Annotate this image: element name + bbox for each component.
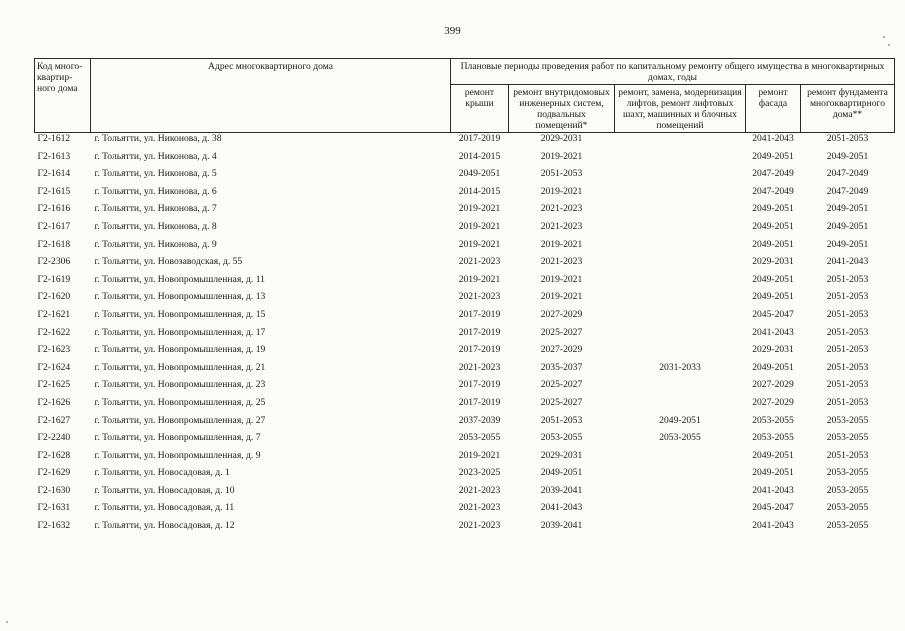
cell-roof: 2019-2021	[458, 220, 501, 232]
cell-systems: 2019-2021	[540, 150, 583, 162]
cell-roof: 2021-2023	[458, 484, 501, 496]
cell-code: Г2-1622	[37, 326, 71, 338]
cell-systems: 2029-2031	[540, 133, 583, 144]
cell-foundation: 2051-2053	[826, 396, 869, 408]
cell-foundation: 2049-2051	[826, 203, 869, 215]
cell-foundation: 2051-2053	[826, 133, 869, 144]
cell-address: г. Тольятти, ул. Новопромышленная, д. 7	[94, 432, 261, 444]
header-address: Адрес многоквартирного дома	[91, 59, 451, 133]
table-row	[35, 256, 895, 274]
cell-facade: 2027-2029	[752, 379, 794, 391]
cell-roof: 2017-2019	[458, 326, 501, 338]
table-row	[35, 274, 895, 292]
table-header	[35, 59, 895, 133]
cell-roof: 2021-2023	[458, 256, 501, 268]
cell-systems: 2041-2043	[540, 502, 583, 514]
table-row	[35, 467, 895, 485]
cell-foundation: 2053-2055	[826, 432, 869, 444]
table-row	[35, 133, 895, 151]
table-row	[35, 450, 895, 468]
cell-roof: 2017-2019	[458, 379, 501, 391]
cell-systems: 2019-2021	[540, 185, 583, 197]
cell-roof: 2019-2021	[458, 238, 501, 250]
cell-lifts	[615, 520, 746, 538]
cell-code: Г2-1621	[37, 308, 71, 320]
cell-roof: 2019-2021	[458, 273, 501, 285]
header-facade: ремонт фасада	[746, 85, 801, 133]
cell-lifts	[615, 133, 746, 151]
table-row	[35, 239, 895, 257]
page-number: 399	[444, 25, 461, 37]
cell-facade: 2049-2051	[752, 273, 794, 285]
cell-code: Г2-1624	[37, 361, 71, 373]
header-foundation: ремонт фундамента многоквартирного дома**	[801, 85, 895, 133]
cell-address: г. Тольятти, ул. Новопромышленная, д. 11	[94, 273, 265, 285]
cell-lifts: 2053-2055	[659, 432, 701, 444]
cell-systems: 2039-2041	[540, 484, 583, 496]
cell-address: г. Тольятти, ул. Никонова, д. 8	[94, 220, 217, 232]
cell-lifts	[615, 397, 746, 415]
cell-foundation: 2049-2051	[826, 150, 869, 162]
cell-systems: 2051-2053	[540, 414, 583, 426]
cell-address: г. Тольятти, ул. Новопромышленная, д. 21	[94, 361, 266, 373]
cell-roof: 2017-2019	[458, 344, 501, 356]
cell-address: г. Тольятти, ул. Никонова, д. 6	[94, 185, 217, 197]
cell-code: Г2-1619	[37, 273, 71, 285]
cell-lifts	[615, 344, 746, 362]
cell-roof: 2021-2023	[458, 520, 501, 532]
cell-roof: 2023-2025	[458, 467, 501, 479]
cell-facade: 2029-2031	[752, 344, 794, 356]
cell-foundation: 2051-2053	[826, 379, 869, 391]
cell-address: г. Тольятти, ул. Новосадовая, д. 11	[94, 502, 235, 514]
cell-code: Г2-1626	[37, 396, 71, 408]
cell-code: Г2-1613	[37, 150, 71, 162]
cell-address: г. Тольятти, ул. Новосадовая, д. 10	[94, 484, 235, 496]
cell-facade: 2027-2029	[752, 396, 794, 408]
cell-code: Г2-1630	[37, 484, 71, 496]
cell-address: г. Тольятти, ул. Новопромышленная, д. 23	[94, 379, 266, 391]
table-row	[35, 485, 895, 503]
cell-code: Г2-2306	[37, 256, 71, 268]
cell-code: Г2-1627	[37, 414, 71, 426]
cell-roof: 2021-2023	[458, 291, 501, 303]
cell-address: г. Тольятти, ул. Новосадовая, д. 1	[94, 467, 230, 479]
cell-foundation: 2053-2055	[826, 484, 869, 496]
cell-foundation: 2051-2053	[826, 308, 869, 320]
cell-systems: 2029-2031	[540, 449, 583, 461]
cell-systems: 2035-2037	[540, 361, 583, 373]
cell-lifts	[615, 450, 746, 468]
cell-foundation: 2053-2055	[826, 520, 869, 532]
cell-foundation: 2053-2055	[826, 414, 869, 426]
cell-roof: 2014-2015	[458, 185, 501, 197]
cell-code: Г2-1632	[37, 520, 71, 532]
cell-roof: 2021-2023	[458, 502, 501, 514]
cell-foundation: 2047-2049	[826, 185, 869, 197]
table-row	[35, 397, 895, 415]
cell-roof: 2021-2023	[458, 361, 501, 373]
cell-lifts	[615, 502, 746, 520]
cell-foundation: 2051-2053	[826, 273, 869, 285]
cell-facade: 2041-2043	[752, 326, 794, 338]
cell-code: Г2-1616	[37, 203, 71, 215]
scan-speck	[883, 36, 885, 38]
cell-code: Г2-1629	[37, 467, 71, 479]
cell-systems: 2025-2027	[540, 379, 583, 391]
scan-speck	[6, 621, 8, 623]
cell-roof: 2017-2019	[458, 396, 501, 408]
cell-foundation: 2053-2055	[826, 502, 869, 514]
cell-facade: 2053-2055	[752, 432, 794, 444]
cell-code: Г2-1628	[37, 449, 71, 461]
cell-code: Г2-1625	[37, 379, 71, 391]
cell-address: г. Тольятти, ул. Новопромышленная, д. 17	[94, 326, 266, 338]
capital-repair-table	[34, 58, 895, 538]
cell-foundation: 2049-2051	[826, 220, 869, 232]
header-lifts: ремонт, замена, модернизация лифтов, ремонт лифтовых шахт, машинных и блочных помещений	[615, 85, 746, 133]
cell-lifts	[615, 239, 746, 257]
cell-facade: 2049-2051	[752, 238, 794, 250]
table-row	[35, 362, 895, 380]
cell-address: г. Тольятти, ул. Никонова, д. 4	[94, 150, 217, 162]
cell-lifts	[615, 485, 746, 503]
cell-facade: 2045-2047	[752, 502, 794, 514]
cell-code: Г2-1620	[37, 291, 71, 303]
cell-address: г. Тольятти, ул. Новопромышленная, д. 15	[94, 308, 266, 320]
cell-lifts	[615, 168, 746, 186]
cell-code: Г2-2240	[37, 432, 71, 444]
cell-address: г. Тольятти, ул. Новопромышленная, д. 9	[94, 449, 261, 461]
cell-systems: 2027-2029	[540, 344, 583, 356]
cell-lifts	[615, 186, 746, 204]
table-row	[35, 309, 895, 327]
cell-roof: 2019-2021	[458, 449, 501, 461]
header-code: Код много-квартир-ного дома	[35, 59, 91, 133]
cell-address: г. Тольятти, ул. Новопромышленная, д. 13	[94, 291, 266, 303]
cell-facade: 2049-2051	[752, 150, 794, 162]
cell-foundation: 2051-2053	[826, 291, 869, 303]
cell-code: Г2-1617	[37, 220, 71, 232]
cell-foundation: 2049-2051	[826, 238, 869, 250]
table-row	[35, 502, 895, 520]
scan-speck	[888, 44, 890, 46]
table-row	[35, 221, 895, 239]
cell-lifts	[615, 291, 746, 309]
table-row	[35, 520, 895, 538]
cell-address: г. Тольятти, ул. Никонова, д. 5	[94, 168, 217, 180]
cell-systems: 2019-2021	[540, 238, 583, 250]
cell-lifts	[615, 256, 746, 274]
cell-systems: 2053-2055	[540, 432, 583, 444]
cell-facade: 2047-2049	[752, 185, 794, 197]
cell-code: Г2-1615	[37, 185, 71, 197]
cell-address: г. Тольятти, ул. Новопромышленная, д. 25	[94, 396, 266, 408]
table-row	[35, 151, 895, 169]
cell-code: Г2-1618	[37, 238, 71, 250]
cell-facade: 2029-2031	[752, 256, 794, 268]
cell-roof: 2017-2019	[458, 308, 501, 320]
cell-systems: 2025-2027	[540, 396, 583, 408]
cell-roof: 2037-2039	[458, 414, 501, 426]
cell-roof: 2049-2051	[458, 168, 501, 180]
cell-lifts	[615, 327, 746, 345]
cell-code: Г2-1623	[37, 344, 71, 356]
cell-foundation: 2051-2053	[826, 344, 869, 356]
cell-facade: 2049-2051	[752, 467, 794, 479]
header-roof: ремонт крыши	[451, 85, 509, 133]
table-row	[35, 203, 895, 221]
table-row	[35, 415, 895, 433]
cell-systems: 2039-2041	[540, 520, 583, 532]
cell-lifts	[615, 151, 746, 169]
cell-systems: 2027-2029	[540, 308, 583, 320]
cell-code: Г2-1612	[37, 133, 71, 144]
cell-address: г. Тольятти, ул. Новопромышленная, д. 27	[94, 414, 266, 426]
cell-facade: 2047-2049	[752, 168, 794, 180]
cell-lifts	[615, 203, 746, 221]
cell-lifts: 2031-2033	[659, 361, 701, 373]
cell-foundation: 2051-2053	[826, 326, 869, 338]
table-row	[35, 379, 895, 397]
header-systems: ремонт внутридомовых инженерных систем, подвальных помещений*	[509, 85, 615, 133]
cell-systems: 2049-2051	[540, 467, 583, 479]
table-row	[35, 168, 895, 186]
cell-systems: 2051-2053	[540, 168, 583, 180]
cell-systems: 2025-2027	[540, 326, 583, 338]
cell-code: Г2-1614	[37, 168, 71, 180]
cell-roof: 2053-2055	[458, 432, 501, 444]
table-row	[35, 432, 895, 450]
cell-address: г. Тольятти, ул. Никонова, д. 7	[94, 203, 217, 215]
cell-address: г. Тольятти, ул. Никонова, д. 38	[94, 133, 222, 144]
cell-facade: 2049-2051	[752, 361, 794, 373]
cell-roof: 2017-2019	[458, 133, 501, 144]
cell-systems: 2019-2021	[540, 273, 583, 285]
cell-systems: 2021-2023	[540, 203, 583, 215]
cell-address: г. Тольятти, ул. Никонова, д. 9	[94, 238, 217, 250]
cell-lifts	[615, 221, 746, 239]
cell-address: г. Тольятти, ул. Новосадовая, д. 12	[94, 520, 235, 532]
table-row	[35, 186, 895, 204]
cell-roof: 2014-2015	[458, 150, 501, 162]
cell-foundation: 2047-2049	[826, 168, 869, 180]
table-row	[35, 327, 895, 345]
cell-address: г. Тольятти, ул. Новопромышленная, д. 19	[94, 344, 266, 356]
cell-lifts	[615, 467, 746, 485]
cell-facade: 2041-2043	[752, 133, 794, 144]
header-periods: Плановые периоды проведения работ по капитальному ремонту общего имущества в многоквартирных домах, годы	[451, 59, 895, 85]
cell-facade: 2045-2047	[752, 308, 794, 320]
table-row	[35, 291, 895, 309]
cell-systems: 2021-2023	[540, 220, 583, 232]
cell-lifts: 2049-2051	[659, 414, 701, 426]
cell-roof: 2019-2021	[458, 203, 501, 215]
table-body	[35, 133, 895, 538]
cell-code: Г2-1631	[37, 502, 71, 514]
table-row	[35, 344, 895, 362]
cell-facade: 2041-2043	[752, 484, 794, 496]
cell-facade: 2049-2051	[752, 291, 794, 303]
cell-lifts	[615, 274, 746, 292]
cell-facade: 2049-2051	[752, 203, 794, 215]
cell-systems: 2019-2021	[540, 291, 583, 303]
cell-lifts	[615, 379, 746, 397]
cell-foundation: 2041-2043	[826, 256, 869, 268]
cell-foundation: 2053-2055	[826, 467, 869, 479]
cell-facade: 2041-2043	[752, 520, 794, 532]
cell-foundation: 2051-2053	[826, 361, 869, 373]
cell-facade: 2049-2051	[752, 449, 794, 461]
cell-lifts	[615, 309, 746, 327]
cell-systems: 2021-2023	[540, 256, 583, 268]
cell-address: г. Тольятти, ул. Новозаводская, д. 55	[94, 256, 243, 268]
cell-facade: 2049-2051	[752, 220, 794, 232]
cell-facade: 2053-2055	[752, 414, 794, 426]
cell-foundation: 2051-2053	[826, 449, 869, 461]
